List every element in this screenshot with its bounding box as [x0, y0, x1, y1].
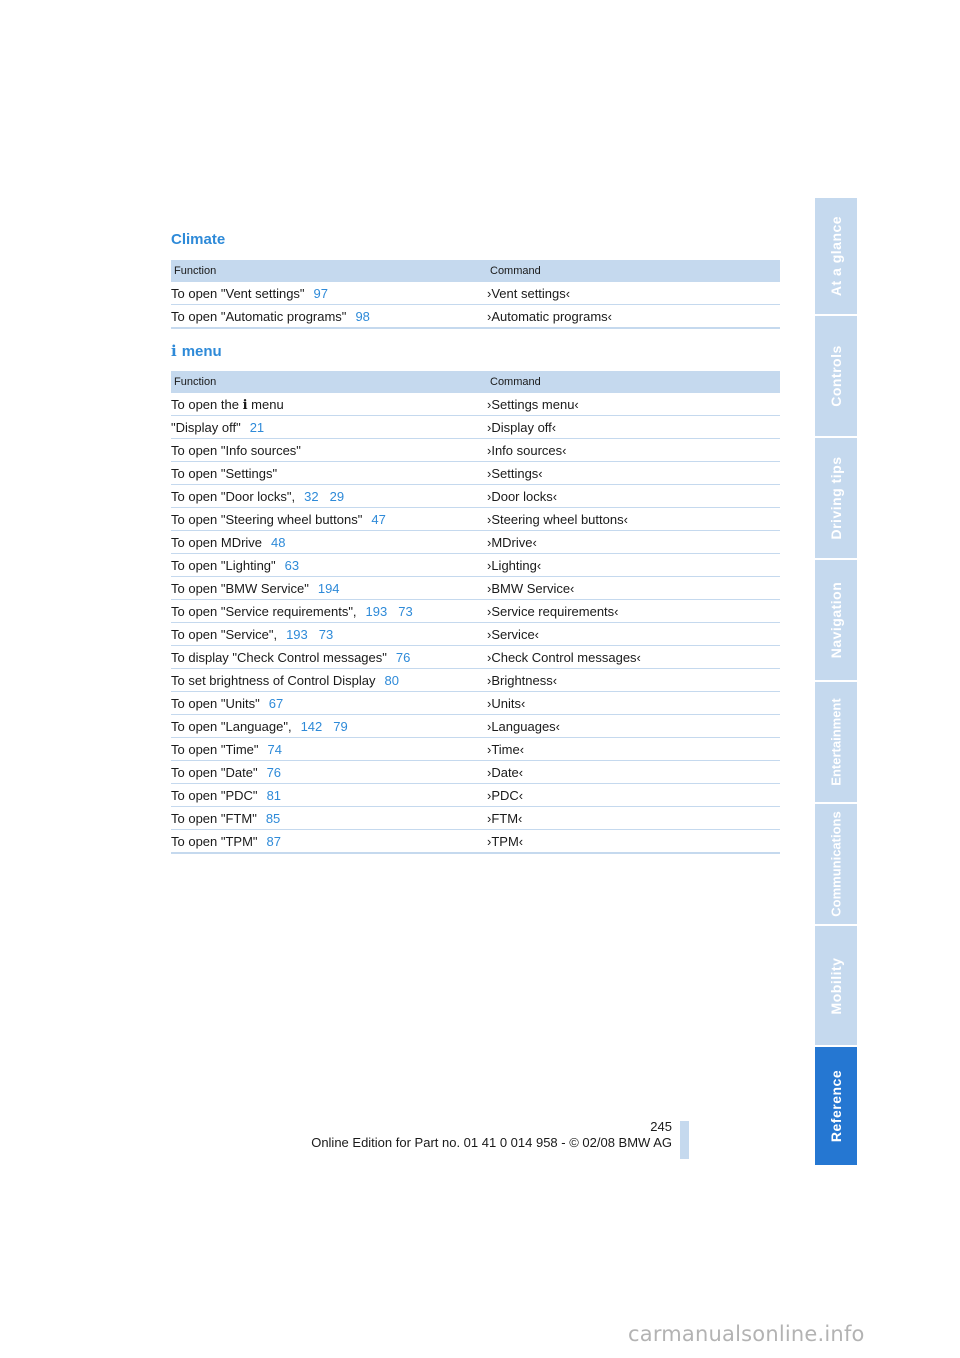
table-row — [171, 761, 780, 784]
function-text: To open "Language", — [171, 718, 292, 734]
command-cell: ›Date‹ — [486, 761, 780, 784]
command-cell: ›Service requirements‹ — [486, 600, 780, 623]
page-reference-link[interactable]: 79 — [333, 718, 348, 734]
page-reference-link[interactable]: 193 — [365, 603, 388, 619]
table-row — [171, 305, 780, 329]
table-row — [171, 646, 780, 669]
menu-heading-label: menu — [181, 343, 222, 360]
function-cell — [171, 462, 486, 485]
function-cell — [171, 646, 486, 669]
table-row — [171, 830, 780, 854]
function-text: To open "Vent settings" — [171, 285, 305, 301]
page-reference-link[interactable]: 80 — [384, 672, 399, 688]
function-text: To open the — [171, 396, 239, 412]
function-cell — [171, 669, 486, 692]
function-cell — [171, 600, 486, 623]
table-row — [171, 554, 780, 577]
function-cell — [171, 577, 486, 600]
page-reference-link[interactable]: 97 — [313, 285, 329, 301]
tab-label: At a glance — [828, 215, 844, 297]
command-cell: ›TPM‹ — [486, 830, 780, 854]
table-row — [171, 669, 780, 692]
page-reference-link[interactable]: 48 — [271, 534, 286, 550]
command-cell: ›Lighting‹ — [486, 554, 780, 577]
function-text: To open "TPM" — [171, 833, 258, 849]
command-cell: ›Service‹ — [486, 623, 780, 646]
tab-label: Entertainment — [828, 698, 844, 786]
command-cell: ›Check Control messages‹ — [486, 646, 780, 669]
tab-reference[interactable] — [815, 1047, 857, 1165]
footer-bar — [680, 1121, 689, 1159]
tab-label: Navigation — [828, 581, 844, 659]
page-reference-link[interactable]: 76 — [395, 649, 411, 665]
table-row — [171, 416, 780, 439]
table-row — [171, 508, 780, 531]
function-cell — [171, 485, 486, 508]
function-cell — [171, 807, 486, 830]
climate-heading: Climate — [171, 231, 226, 248]
menu-heading — [171, 343, 222, 360]
function-text: To display "Check Control messages" — [171, 649, 387, 665]
table-row — [171, 531, 780, 554]
function-text: To open "Units" — [171, 695, 260, 711]
function-cell — [171, 554, 486, 577]
table-row — [171, 784, 780, 807]
function-cell — [171, 531, 486, 554]
table-row — [171, 439, 780, 462]
table-row — [171, 600, 780, 623]
command-cell: ›Info sources‹ — [486, 439, 780, 462]
function-text: To open "Time" — [171, 741, 259, 757]
command-cell: ›Steering wheel buttons‹ — [486, 508, 780, 531]
table-row — [171, 282, 780, 305]
command-cell: ›Settings menu‹ — [486, 393, 780, 416]
table-row — [171, 462, 780, 485]
table-row — [171, 485, 780, 508]
tab-label: Mobility — [828, 957, 844, 1014]
command-cell: ›Languages‹ — [486, 715, 780, 738]
page-reference-link[interactable]: 87 — [266, 833, 282, 849]
function-cell — [171, 305, 486, 329]
table-row — [171, 807, 780, 830]
tab-at-a-glance[interactable] — [815, 198, 857, 314]
function-cell — [171, 623, 486, 646]
tab-communications[interactable] — [815, 804, 857, 924]
command-column-header: Command — [486, 260, 780, 282]
table-row — [171, 623, 780, 646]
table-row — [171, 577, 780, 600]
page-reference-link[interactable]: 98 — [355, 308, 370, 324]
page-reference-link[interactable]: 21 — [249, 419, 265, 435]
command-cell: ›BMW Service‹ — [486, 577, 780, 600]
page-reference-link[interactable]: 47 — [371, 511, 386, 527]
function-cell — [171, 508, 486, 531]
function-cell — [171, 738, 486, 761]
function-text: To open "Service", — [171, 626, 278, 642]
page-reference-link[interactable]: 29 — [329, 488, 345, 504]
table-row — [171, 738, 780, 761]
function-cell — [171, 416, 486, 439]
function-text: To open "Lighting" — [171, 557, 276, 573]
function-cell — [171, 692, 486, 715]
table-row — [171, 715, 780, 738]
tab-navigation[interactable] — [815, 560, 857, 680]
tab-label: Controls — [828, 345, 844, 407]
function-column-header: Function — [171, 260, 486, 282]
info-i-icon: i — [171, 342, 177, 360]
function-text: To open "Service requirements", — [171, 603, 357, 619]
tab-driving-tips[interactable] — [815, 438, 857, 558]
command-cell: ›Vent settings‹ — [486, 282, 780, 305]
page-reference-link[interactable]: 67 — [268, 695, 284, 711]
function-cell — [171, 761, 486, 784]
page-reference-link[interactable]: 73 — [318, 626, 334, 642]
command-cell: ›PDC‹ — [486, 784, 780, 807]
command-cell: ›Display off‹ — [486, 416, 780, 439]
function-text: To open "Date" — [171, 764, 258, 780]
function-text: To set brightness of Control Display — [171, 672, 376, 688]
page-reference-link[interactable]: 74 — [267, 741, 282, 757]
function-cell — [171, 830, 486, 854]
function-column-header: Function — [171, 371, 486, 393]
command-cell: ›Settings‹ — [486, 462, 780, 485]
command-cell: ›Brightness‹ — [486, 669, 780, 692]
info-i-icon: i — [242, 397, 248, 413]
page-reference-link[interactable]: 193 — [286, 626, 308, 642]
tab-label: Driving tips — [828, 456, 844, 540]
function-cell — [171, 282, 486, 305]
page-reference-link[interactable]: 76 — [266, 764, 282, 780]
function-cell — [171, 784, 486, 807]
function-text: To open "Info sources" — [171, 442, 301, 458]
page-reference-link[interactable]: 194 — [317, 580, 340, 596]
tab-label: Reference — [828, 1069, 844, 1143]
function-text: To open "Automatic programs" — [171, 308, 347, 324]
tab-mobility[interactable] — [815, 926, 857, 1045]
function-text: To open "Steering wheel buttons" — [171, 511, 363, 527]
function-text: To open MDrive — [171, 534, 263, 550]
function-text: To open "BMW Service" — [171, 580, 309, 596]
page-number: 245 — [650, 1119, 672, 1134]
function-text: "Display off" — [171, 419, 241, 435]
page-reference-link[interactable]: 73 — [398, 603, 413, 619]
table-row — [171, 393, 780, 416]
command-cell: ›Time‹ — [486, 738, 780, 761]
command-cell: ›FTM‹ — [486, 807, 780, 830]
menu-table — [171, 371, 780, 854]
tab-controls[interactable] — [815, 316, 857, 436]
page-reference-link[interactable]: 142 — [300, 718, 323, 734]
page-reference-link[interactable]: 63 — [284, 557, 300, 573]
function-text: menu — [251, 396, 284, 412]
command-cell: ›Units‹ — [486, 692, 780, 715]
function-text: To open "Door locks", — [171, 488, 296, 504]
edition-footer: Online Edition for Part no. 01 41 0 014 958 - © 02/08 BMW AG — [311, 1135, 672, 1150]
function-cell — [171, 393, 486, 416]
function-text: To open "FTM" — [171, 810, 257, 826]
watermark: carmanualsonline.info — [628, 1322, 865, 1346]
page-reference-link[interactable]: 32 — [304, 488, 319, 504]
command-column-header: Command — [486, 371, 780, 393]
tab-label: Communications — [828, 811, 844, 917]
command-cell: ›Door locks‹ — [486, 485, 780, 508]
function-cell — [171, 439, 486, 462]
page-reference-link[interactable]: 85 — [265, 810, 281, 826]
function-text: To open "PDC" — [171, 787, 258, 803]
function-cell — [171, 715, 486, 738]
section-tabs — [815, 198, 857, 1167]
function-text: To open "Settings" — [171, 465, 278, 481]
page-reference-link[interactable]: 81 — [266, 787, 282, 803]
command-cell: ›MDrive‹ — [486, 531, 780, 554]
tab-entertainment[interactable] — [815, 682, 857, 802]
climate-table — [171, 260, 780, 329]
command-cell: ›Automatic programs‹ — [486, 305, 780, 329]
table-row — [171, 692, 780, 715]
